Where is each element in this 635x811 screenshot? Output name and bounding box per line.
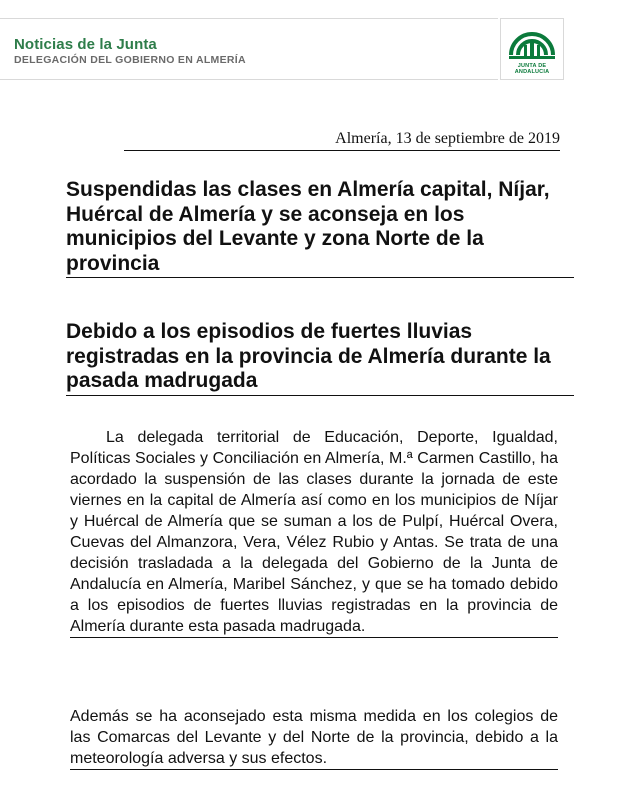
header-title: Noticias de la Junta (14, 36, 157, 53)
page-header (0, 18, 635, 86)
junta-andalucia-logo-icon (505, 25, 559, 63)
junta-logo (500, 18, 564, 80)
article-date: Almería, 13 de septiembre de 2019 (124, 130, 560, 151)
article-headline: Suspendidas las clases en Almería capital, Níjar, Huércal de Almería y se aconseja en los municipios del Levante y zona Norte de la provincia (66, 178, 574, 278)
header-banner (0, 18, 498, 80)
header-subtitle: DELEGACIÓN DEL GOBIERNO EN ALMERÍA (14, 54, 246, 66)
article-paragraph-1: La delegada territorial de Educación, Deporte, Igualdad, Políticas Sociales y Conciliación en Almería, M.ª Carmen Castillo, ha acordado la suspensión de las clases durante la jornada de este viernes en la capital de Almería así como en los municipios de Níjar y Huércal de Almería que se suman a los de Pulpí, Huércal Overa, Cuevas del Almanzora, Vera, Vélez Rubio y Antas. Se trata de una decisión trasladada a la delegada del Gobierno de la Junta de Andalucía en Almería, Maribel Sánchez, y que se ha tomado debido a los episodios de fuertes lluvias registradas en la provincia de Almería durante esta pasada madrugada. (70, 427, 558, 638)
article-paragraph-2: Además se ha aconsejado esta misma medida en los colegios de las Comarcas del Levante y del Norte de la provincia, debido a la meteorología adversa y sus efectos. (70, 706, 558, 770)
logo-caption: JUNTA DE ANDALUCIA (514, 63, 550, 75)
article-subheadline: Debido a los episodios de fuertes lluvias registradas en la provincia de Almería durante la pasada madrugada (66, 320, 574, 396)
